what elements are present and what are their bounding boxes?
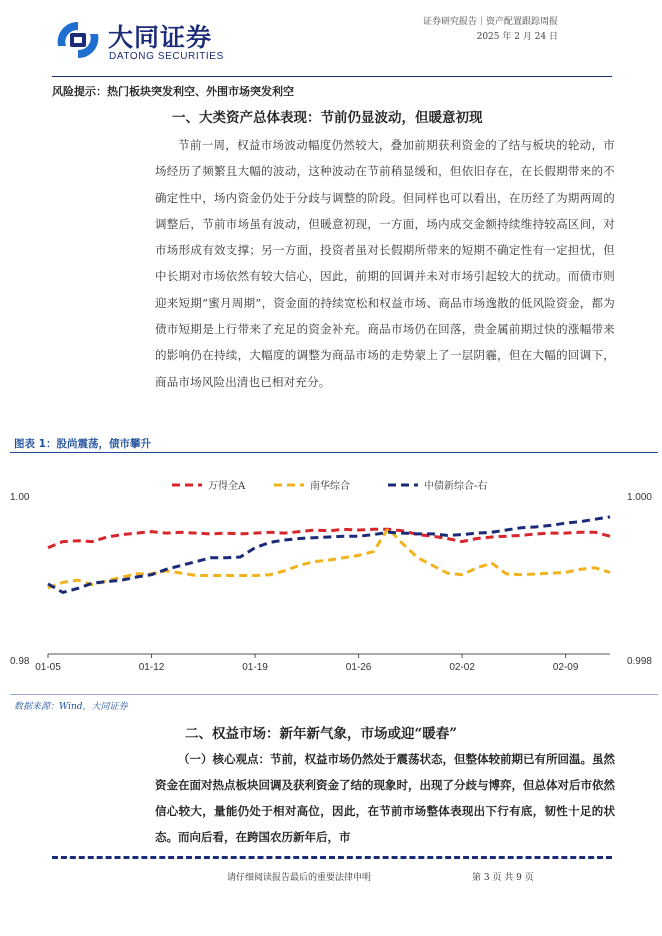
figure-title: 图表 1：股尚震荡，债市攀升 — [14, 438, 151, 450]
footer-divider — [52, 856, 612, 859]
section1-body: 节前一周，权益市场波动幅度仍然较大，叠加前期获利资金的了结与板块的轮动，市场经历了频繁且大幅的波动，这种波动在节前稍显缓和，但依旧存在，在长假期带来的不确定性中，场内资金仍处于分歧与调整的阶段。但同样也可以看出，在历经了为期两周的调整后，节前市场虽有波动，但暖意初现，一方面，场内成交金额持续维持较高区间，对市场形成有效支撑；另一方面，投资者虽对长假期所带来的短期不确定性有一定担忧，但中长期对市场依然有较大信心，因此，前期的回调并未对市场引起较大的扰动。而债市则迎来短期“蜜月周期”，资金面的持续宽松和权益市场、商品市场逸散的低风险资金，都为债市短期是上行带来了充足的资金补充。商品市场仍在回落，贵金属前期过快的涨幅带来的影响仍在持续，大幅度的调整为商品市场的走势蒙上了一层阴霾，但在大幅的回调下，商品市场风险出清也已相对充分。 — [155, 138, 615, 389]
x-tick-label: 01-26 — [345, 662, 372, 673]
header-divider — [52, 76, 612, 77]
x-tick-label: 01-12 — [138, 662, 165, 673]
logo-text-en: DATONG SECURITIES — [109, 51, 224, 62]
logo-text-cn: 大同证券 — [108, 23, 213, 52]
figure-source: 数据来源：Wind，大同证券 — [14, 702, 128, 712]
chart-axes — [10, 492, 652, 673]
right-y-tick-label: 0.998 — [626, 656, 652, 667]
x-tick-label: 01-19 — [242, 662, 268, 673]
left-y-tick-label: 1.00 — [10, 492, 30, 503]
section2-title: 二、权益市场：新年新气象，市场或迎“暖春” — [185, 726, 458, 742]
section1-title: 一、大类资产总体表现：节前仍显波动，但暖意初现 — [172, 110, 483, 126]
x-tick-label: 01-05 — [35, 662, 61, 673]
figure-top-divider — [10, 452, 658, 453]
chart-legend — [172, 479, 487, 492]
section2-body: （一）核心观点：节前，权益市场仍然处于震荡状态，但整体较前期已有所回温。虽然资金在面对热点板块回调及获利资金了结的现象时，出现了分歧与博弈，但总体对后市依然信心较大，量能仍处于相对高位，因此，在节前市场整体表现出下行有底，韧性十足的状态。而向后看，在跨国农历新年后，市 — [155, 752, 615, 844]
figure-bottom-divider — [10, 694, 658, 695]
legend-label-3: 中债新综合-右 — [424, 481, 488, 492]
chart-lines — [48, 517, 610, 593]
left-y-tick-label: 0.98 — [10, 656, 30, 667]
datong-logo-icon — [52, 16, 104, 64]
series-line-3 — [48, 517, 610, 593]
footer-disclaimer: 请仔细阅读报告最后的重要法律申明 — [227, 873, 372, 883]
report-date: 2025 年 2 月 24 日 — [476, 32, 558, 42]
page-number: 第 3 页 共 9 页 — [472, 873, 534, 883]
x-tick-label: 02-02 — [449, 662, 475, 673]
legend-label-2: 南华综合 — [310, 481, 350, 492]
line-chart — [0, 466, 662, 690]
legend-label-1: 万得全A — [208, 481, 246, 492]
right-y-tick-label: 1.000 — [626, 492, 652, 503]
risk-notice: 风险提示：热门板块突发利空、外围市场突发利空 — [52, 85, 294, 98]
x-tick-label: 02-09 — [552, 662, 579, 673]
report-category: 证券研究报告｜资产配置跟踪周报 — [422, 17, 558, 27]
